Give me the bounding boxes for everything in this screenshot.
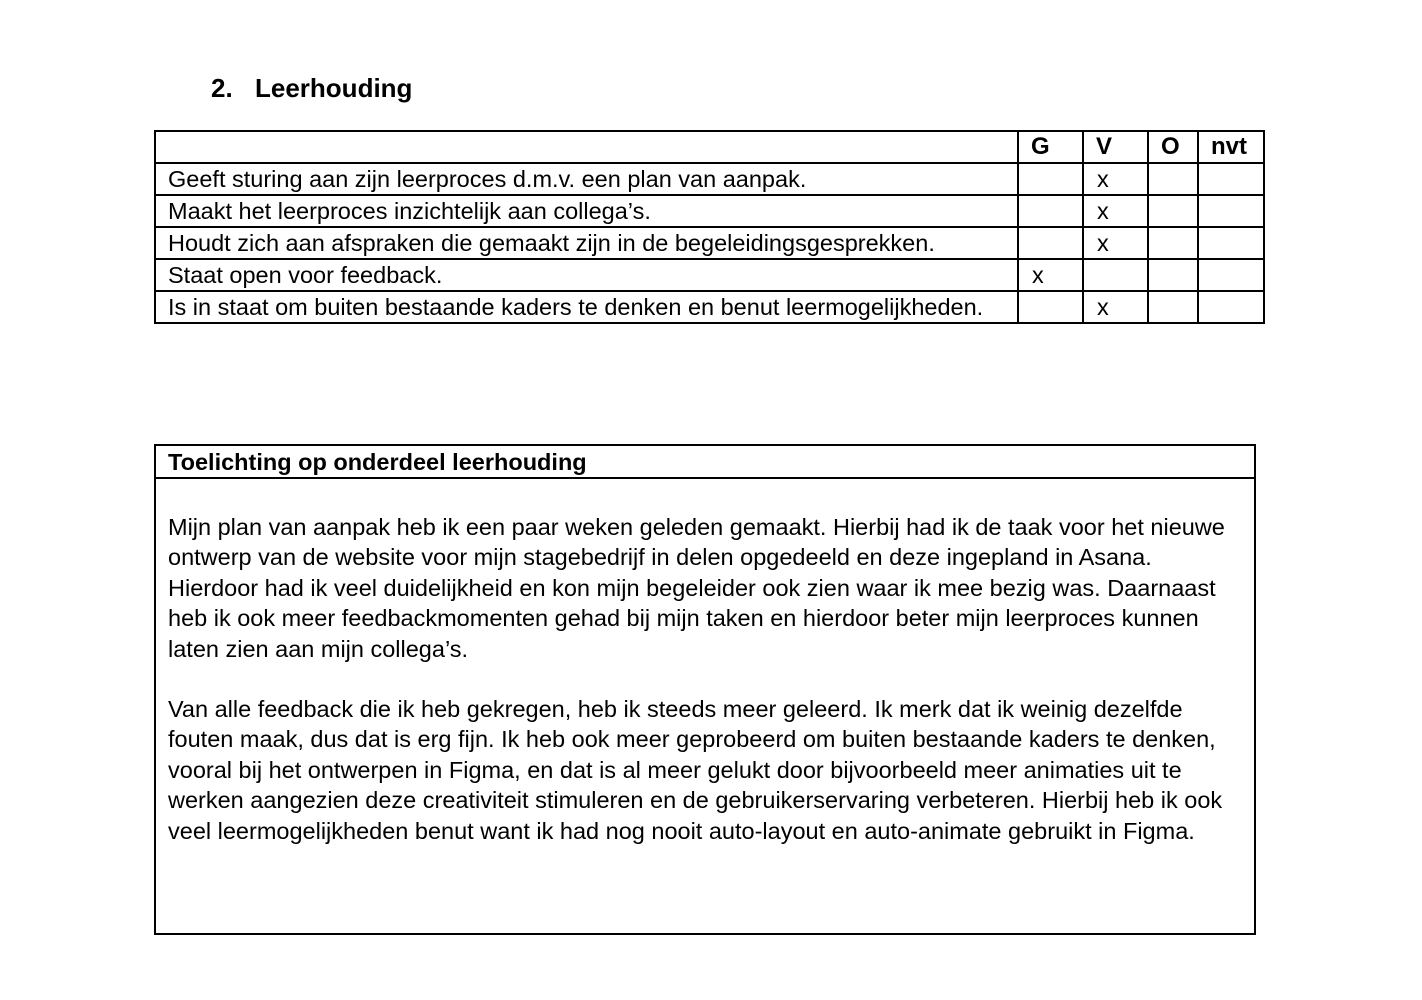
rating-table <box>154 130 1265 324</box>
column-header-nvt: nvt <box>1198 131 1264 163</box>
explanation-paragraph: Van alle feedback die ik heb gekregen, heb ik steeds meer geleerd. Ik merk dat ik weinig dezelfde fouten maak, dus dat is erg fijn. Ik heb ook meer geprobeerd om buiten bestaande kaders te denken, vooral bij het ontwerpen in Figma, en dat is al meer gelukt door bijvoorbeeld meer animaties uit te werken aangezien deze creativiteit stimuleren en de gebruikerservaring verbeteren. Hierbij heb ik ook veel leermogelijkheden benut want ik had nog nooit auto-layout en auto-animate gebruikt in Figma. <box>168 696 1223 844</box>
mark-cell-g: x <box>1018 259 1083 291</box>
explanation-box <box>154 444 1256 935</box>
mark-cell-g <box>1018 195 1083 227</box>
criterion-cell: Houdt zich aan afspraken die gemaakt zijn in de begeleidingsgesprekken. <box>155 227 1018 259</box>
mark-cell-nvt <box>1198 163 1264 195</box>
mark-cell-nvt <box>1198 259 1264 291</box>
mark-cell-v: x <box>1083 195 1148 227</box>
column-header-g: G <box>1018 131 1083 163</box>
column-header-o: O <box>1148 131 1198 163</box>
column-header-v: V <box>1083 131 1148 163</box>
mark-cell-o <box>1148 259 1198 291</box>
mark-cell-v: x <box>1083 227 1148 259</box>
mark-cell-g <box>1018 163 1083 195</box>
mark-cell-v <box>1083 259 1148 291</box>
table-row <box>155 195 1264 227</box>
criterion-cell: Maakt het leerproces inzichtelijk aan collega’s. <box>155 195 1018 227</box>
explanation-paragraph: Mijn plan van aanpak heb ik een paar weken geleden gemaakt. Hierbij had ik de taak voor het nieuwe ontwerp van de website voor mijn stagebedrijf in delen opgedeeld en deze ingepland in Asana. Hierdoor had ik veel duidelijkheid en kon mijn begeleider ook zien waar ik mee bezig was. Daarnaast heb ik ook meer feedbackmomenten gehad bij mijn taken en hierdoor beter mijn leerproces kunnen laten zien aan mijn collega’s. <box>168 514 1225 662</box>
mark-cell-nvt <box>1198 291 1264 323</box>
section-title: Leerhouding <box>255 73 413 103</box>
table-row <box>155 227 1264 259</box>
mark-cell-nvt <box>1198 195 1264 227</box>
mark-cell-g <box>1018 291 1083 323</box>
section-heading <box>211 72 412 104</box>
rating-table-header <box>155 131 1264 163</box>
mark-cell-v: x <box>1083 291 1148 323</box>
mark-cell-v: x <box>1083 163 1148 195</box>
mark-cell-g <box>1018 227 1083 259</box>
criterion-cell: Is in staat om buiten bestaande kaders te denken en benut leermogelijkheden. <box>155 291 1018 323</box>
criterion-cell: Staat open voor feedback. <box>155 259 1018 291</box>
criterion-cell: Geeft sturing aan zijn leerproces d.m.v. een plan van aanpak. <box>155 163 1018 195</box>
table-row <box>155 163 1264 195</box>
mark-cell-o <box>1148 291 1198 323</box>
criterion-header <box>155 131 1018 163</box>
explanation-body <box>156 479 1254 846</box>
mark-cell-o <box>1148 195 1198 227</box>
mark-cell-o <box>1148 227 1198 259</box>
mark-cell-nvt <box>1198 227 1264 259</box>
section-number: 2. <box>211 73 233 103</box>
mark-cell-o <box>1148 163 1198 195</box>
table-row <box>155 291 1264 323</box>
table-row <box>155 259 1264 291</box>
explanation-title: Toelichting op onderdeel leerhouding <box>156 446 1254 479</box>
